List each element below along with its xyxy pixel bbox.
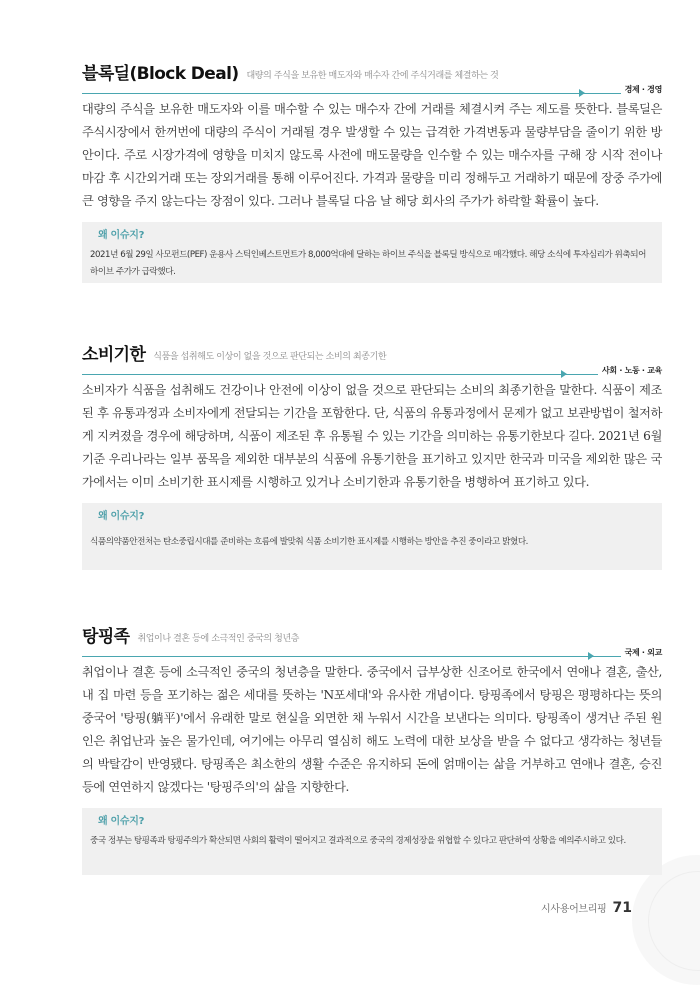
entry-tangping bbox=[82, 625, 662, 875]
term-title: 탕핑족 bbox=[82, 627, 130, 647]
term-description: 소비자가 식품을 섭취해도 건강이나 안전에 이상이 없을 것으로 판단되는 소비의 최종기한을 말한다. 식품이 제조된 후 유통과정과 소비자에게 전달되는 기간을 포함한다. 단, 식품의 유통과정에서 문제가 없고 보관방법이 철저하게 지켜졌을 경우에 해당하며, 식품이 제조된 후 유통될 수 있는 기간을 의미하는 유통기한보다 길다. 2021년 6월 기준 우리나라는 일부 품목을 제외한 대부분의 식품에 유통기한을 표기하고 있지만 한국과 미국을 제외한 많은 국가에서는 이미 소비기한 표시제를 시행하고 있거나 소비기한과 유통기한을 병행하여 표기하고 있다. bbox=[82, 383, 662, 489]
entry-header bbox=[82, 343, 662, 365]
divider bbox=[82, 374, 662, 375]
entry-header bbox=[82, 62, 662, 84]
entry-block-deal bbox=[82, 62, 662, 283]
category-label: 국제 · 외교 bbox=[621, 647, 662, 659]
divider bbox=[82, 656, 662, 657]
why-issue-text: 중국 정부는 탕핑족과 탕핑주의가 확산되면 사회의 활력이 떨어지고 결과적으로 중국의 경제성장을 위협할 수 있다고 판단하여 상황을 예의주시하고 있다. bbox=[90, 836, 626, 846]
category-rule bbox=[82, 365, 662, 378]
why-issue-box bbox=[82, 808, 662, 875]
page-number: 71 bbox=[612, 900, 632, 916]
term-description: 대량의 주식을 보유한 매도자와 이를 매수할 수 있는 매수자 간에 거래를 체결시켜 주는 제도를 뜻한다. 블록딜은 주식시장에서 한꺼번에 대량의 주식이 거래될 경우 발생할 수 있는 급격한 가격변동과 물량부담을 줄이기 위한 방안이다. 주로 시장가격에 영향을 미치지 않도록 사전에 매도물량을 인수할 수 있는 매수자를 구해 장 시작 전이나 마감 후 시간외거래 또는 장외거래를 통해 이루어진다. 가격과 물량을 미리 정해두고 거래하기 때문에 장중 주가에 큰 영향을 주지 않는다는 장점이 있다. 그러나 블록딜 다음 날 해당 회사의 주가가 하락할 확률이 높다. bbox=[82, 102, 662, 208]
why-issue-text: 2021년 6월 29일 사모펀드(PEF) 운용사 스틱인베스트먼트가 8,000억대에 달하는 하이브 주식을 블록딜 방식으로 매각했다. 해당 소식에 투자심리가 위축되어 하이브 주가가 급락했다. bbox=[90, 250, 646, 277]
entry-consumption-deadline bbox=[82, 343, 662, 570]
why-issue-label: 왜 이슈지? bbox=[98, 511, 145, 522]
divider bbox=[82, 93, 662, 94]
magazine-name: 시사용어브리핑 bbox=[540, 904, 607, 915]
term-description: 취업이나 결혼 등에 소극적인 중국의 청년층을 말한다. 중국에서 급부상한 신조어로 한국에서 연애나 결혼, 출산, 내 집 마련 등을 포기하는 젊은 세대를 뜻하는 'N포세대'와 유사한 개념이다. 탕핑족에서 탕핑은 평평하다는 뜻의 중국어 '탕핑(躺平)'에서 유래한 말로 현실을 외면한 채 누워서 시간을 보낸다는 의미다. 탕핑족이 생겨난 주된 원인은 취업난과 높은 물가인데, 여기에는 아무리 열심히 해도 노력에 대한 보상을 받을 수 없다고 생각하는 청년들의 박탈감이 반영됐다. 탕핑족은 최소한의 생활 수준은 유지하되 돈에 얽매이는 삶을 거부하고 연애나 결혼, 승진 등에 연연하지 않겠다는 '탕핑주의'의 삶을 지향한다. bbox=[82, 665, 662, 794]
category-label: 경제 · 경영 bbox=[621, 84, 662, 96]
why-issue-text: 식품의약품안전처는 탄소중립시대를 준비하는 흐름에 발맞춰 식품 소비기한 표시제를 시행하는 방안을 추진 중이라고 밝혔다. bbox=[90, 537, 528, 547]
arrow-icon bbox=[561, 370, 567, 378]
term-title: 블록딜(Block Deal) bbox=[82, 64, 239, 84]
why-issue-box bbox=[82, 503, 662, 570]
term-subtitle: 취업이나 결혼 등에 소극적인 중국의 청년층 bbox=[137, 634, 300, 644]
why-issue-label: 왜 이슈지? bbox=[98, 816, 145, 827]
category-rule bbox=[82, 84, 662, 97]
term-subtitle: 대량의 주식을 보유한 매도자와 매수자 간에 주식거래를 체결하는 것 bbox=[246, 71, 499, 81]
category-rule bbox=[82, 647, 662, 660]
term-title: 소비기한 bbox=[82, 345, 146, 365]
term-subtitle: 식품을 섭취해도 이상이 없을 것으로 판단되는 소비의 최종기한 bbox=[153, 352, 387, 362]
why-issue-label: 왜 이슈지? bbox=[98, 230, 145, 241]
category-label: 사회 · 노동 · 교육 bbox=[598, 365, 662, 377]
why-issue-box bbox=[82, 222, 662, 283]
arrow-icon bbox=[588, 652, 594, 660]
page-footer bbox=[541, 900, 632, 916]
arrow-icon bbox=[579, 89, 585, 97]
entry-header bbox=[82, 625, 662, 647]
